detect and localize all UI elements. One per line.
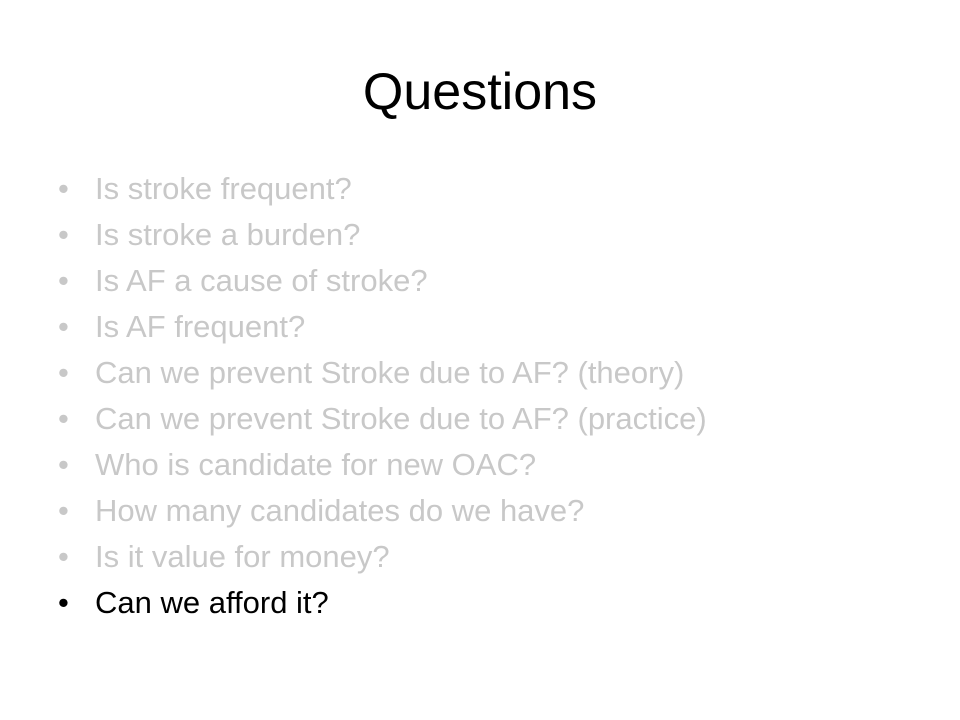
list-item — [58, 350, 707, 396]
bullet-dot-icon: • — [58, 263, 69, 298]
list-item — [58, 212, 707, 258]
list-item-text: Who is candidate for new OAC? — [95, 447, 537, 482]
bullet-dot-icon: • — [58, 309, 69, 344]
list-item — [58, 534, 707, 580]
slide-title: Questions — [362, 63, 598, 121]
list-item-text: Is AF frequent? — [95, 309, 306, 344]
list-item — [58, 442, 707, 488]
bullet-dot-icon: • — [58, 447, 69, 482]
bullet-dot-icon: • — [58, 355, 69, 390]
list-item — [58, 396, 707, 442]
list-item-text: Can we afford it? — [95, 585, 329, 620]
list-item-text: Is stroke a burden? — [95, 217, 361, 252]
bullet-dot-icon: • — [58, 493, 69, 528]
list-item — [58, 580, 707, 626]
bullet-dot-icon: • — [58, 539, 69, 574]
bullet-dot-icon: • — [58, 401, 69, 436]
list-item — [58, 304, 707, 350]
list-item — [58, 166, 707, 212]
list-item-text: Is AF a cause of stroke? — [95, 263, 428, 298]
list-item-text: Can we prevent Stroke due to AF? (theory) — [95, 355, 685, 390]
bullet-dot-icon: • — [58, 171, 69, 206]
list-item-text: Can we prevent Stroke due to AF? (practice) — [95, 401, 707, 436]
bullet-dot-icon: • — [58, 217, 69, 252]
list-item — [58, 488, 707, 534]
list-item — [58, 258, 707, 304]
list-item-text: How many candidates do we have? — [95, 493, 585, 528]
list-item-text: Is it value for money? — [95, 539, 390, 574]
question-list — [58, 166, 707, 626]
list-item-text: Is stroke frequent? — [95, 171, 352, 206]
bullet-dot-icon: • — [58, 585, 69, 620]
